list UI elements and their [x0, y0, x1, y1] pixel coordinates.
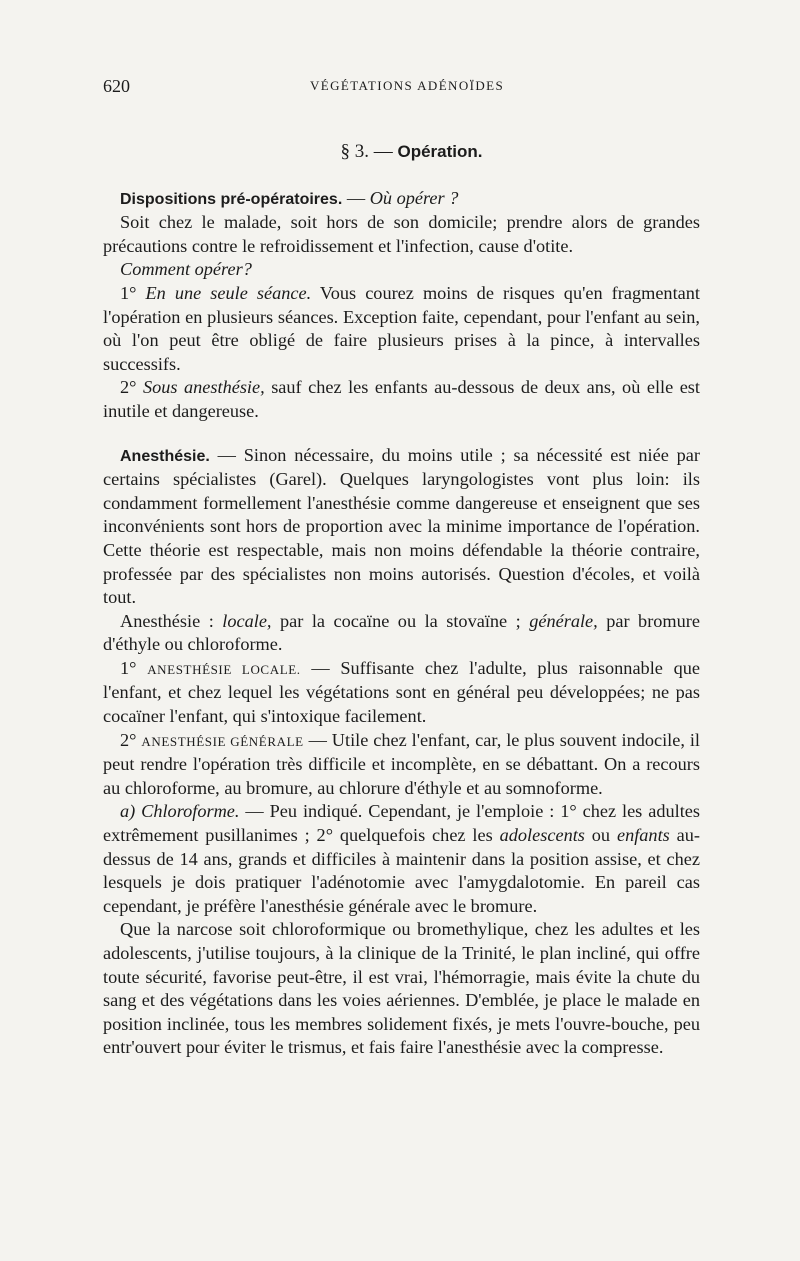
- chloroforme-paragraph: [103, 800, 700, 918]
- item-emphasis: Sous anesthésie,: [142, 377, 265, 398]
- paragraph-text: — Utile chez l'enfant, car, le plus souvent indocile, il peut rendre l'opération très difficile et incomplète, en se débattant. On a recours au chloroforme, au bromure, au chlorure d'éthyle et au somnoforme.: [103, 729, 701, 798]
- body-text: [103, 140, 700, 1060]
- text-run: Anesthésie :: [120, 610, 223, 631]
- anesthesie-heading: Anesthésie.: [120, 447, 210, 465]
- item-number: 1°: [120, 282, 137, 303]
- running-title: VÉGÉTATIONS ADÉNOÏDES: [310, 78, 505, 93]
- small-caps-heading: ANESTHÉSIE GÉNÉRALE: [141, 733, 304, 749]
- dash: —: [342, 187, 370, 208]
- text-run: par la cocaïne ou la stovaïne ;: [271, 610, 530, 631]
- section-number: § 3. —: [340, 141, 393, 162]
- dispositions-heading-paragraph: [103, 187, 700, 212]
- section-title: [123, 140, 700, 164]
- item-2: [103, 376, 700, 423]
- anesthesie-locale-paragraph: [103, 657, 700, 729]
- dispositions-heading: Dispositions pré-opératoires.: [120, 190, 343, 208]
- section-heading: Opération.: [397, 142, 483, 161]
- question-how: Comment opérer?: [120, 259, 252, 280]
- anesthesie-paragraph: [103, 444, 700, 610]
- text-run: au-dessus de 14 ans, grands et difficiles à maintenir dans la position assise, et chez lesquels je dois pratiquer l'adénotomie avec l'amygdalotomie. En pareil cas cependant, je préfère l'anesthésie générale avec le bromure.: [103, 825, 700, 916]
- emphasis-enfants: enfants: [616, 825, 670, 846]
- text-run: ou: [584, 825, 617, 846]
- page-number: 620: [103, 76, 130, 96]
- question-where: Où opérer ?: [369, 187, 459, 208]
- item-number: 2°: [120, 729, 137, 750]
- emphasis-locale: locale,: [222, 610, 272, 631]
- paragraph-text: — Sinon nécessaire, du moins utile ; sa nécessité est niée par certains spécialistes (Garel). Quelques laryngologistes vont plus loin: ils condamment formellement l'anesthésie comme dangereuse et enseignent que ses inconvénients sont hors de proportion avec la minime importance de l'opération. Cette théorie est respectable, mais non moins défendable la théorie contraire, professée par des spécialistes non moins autorisés. Question d'écoles, et voilà tout.: [103, 444, 700, 608]
- item-emphasis: En une seule séance.: [145, 282, 312, 303]
- chloroforme-label: a) Chloroforme.: [120, 801, 240, 822]
- paragraph-text: — Suffisante chez l'adulte, plus raisonnable que l'enfant, et chez lequel les végétations sont en général peu développées; ne pas cocaïner l'enfant, qui s'intoxique facilement.: [103, 657, 701, 727]
- text-run: — Peu indiqué. Cependant, je l'emploie : 1° chez les adultes extrêmement pusillanimes ; 2° quelquefois chez les: [103, 801, 700, 846]
- emphasis-generale: générale,: [529, 610, 598, 631]
- anesthesie-generale-paragraph: [103, 729, 700, 801]
- question-how-paragraph: [103, 258, 700, 282]
- item-number: 1°: [120, 657, 137, 678]
- item-text: sauf chez les enfants au-dessous de deux ans, où elle est inutile et dangereuse.: [103, 377, 701, 421]
- anesthesie-types-paragraph: [103, 610, 700, 657]
- small-caps-heading: ANESTHÉSIE LOCALE.: [147, 661, 301, 677]
- emphasis-adolescents: adolescents: [499, 825, 585, 846]
- item-1: [103, 282, 700, 376]
- paragraph: Soit chez le malade, soit hors de son domicile; prendre alors de grandes précautions contre le refroidissement et l'infection, cause d'otite.: [103, 212, 700, 256]
- item-text: Vous courez moins de risques qu'en fragmentant l'opération en plusieurs séances. Exception faite, cependant, pour l'enfant au sein, où l'on peut être obligé de faire plusieurs prises à la pince, à intervalles successifs.: [103, 282, 700, 374]
- running-head: [103, 76, 700, 100]
- item-number: 2°: [120, 377, 137, 398]
- text-run: par bromure d'éthyle ou chloroforme.: [103, 610, 700, 655]
- narcose-paragraph: Que la narcose soit chloroformique ou bromethylique, chez les adultes et les adolescents, j'utilise toujours, à la clinique de la Trinité, le plan incliné, qui offre toute sécurité, favorise peut-être, il est vrai, l'hémorragie, mais évite la chute du sang et des végétations dans les voies aériennes. D'emblée, je place le malade en position inclinée, tous les membres solidement fixés, je mets l'ouvre-bouche, peu entr'ouvert pour éviter le trismus, et fais faire l'anesthésie avec la compresse.: [103, 919, 700, 1058]
- spacer: [103, 424, 700, 444]
